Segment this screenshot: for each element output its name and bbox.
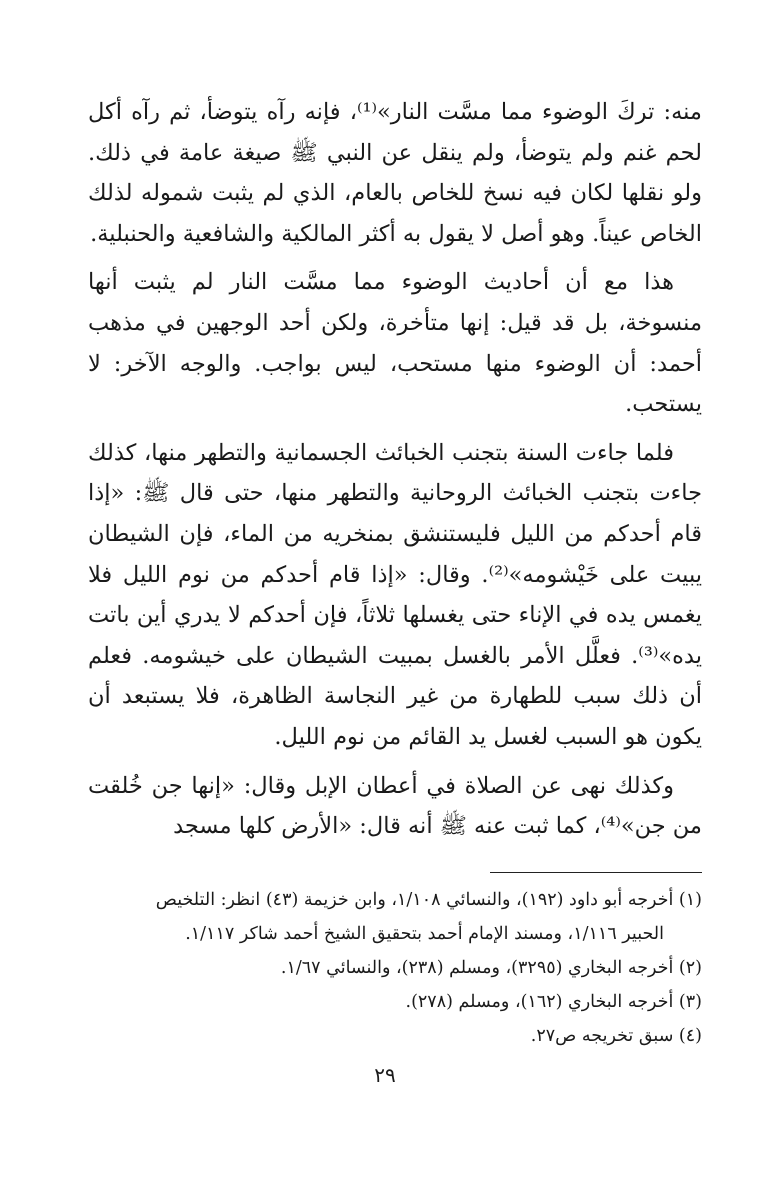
footnote-divider bbox=[490, 872, 702, 873]
footnote-4: (٤) سبق تخريجه ص٢٧. bbox=[530, 1026, 702, 1046]
paragraph-2: هذا مع أن أحاديث الوضوء مما مسَّت النار لم يثبت أنها منسوخة، بل قد قيل: إنها متأخرة، ولكن أحد الوجهين في مذهب أحمد: أن الوضوء منها مستحب، ليس بواجب. والوجه الآخر: لا يستحب. bbox=[88, 269, 702, 418]
paragraph-1: منه: تركَ الوضوء مما مسَّت النار»⁽¹⁾، فإنه رآه يتوضأ، ثم رآه أكل لحم غنم ولم يتوضأ، ولم ينقل عن النبي ﷺ صيغة عامة في ذلك. ولو نقلها لكان فيه نسخ للخاص بالعام، الذي لم يثبت شموله لذلك الخاص عيناً. وهو أصل لا يقول به أكثر المالكية والشافعية والحنبلية. bbox=[88, 99, 702, 247]
footnote-2: (٢) أخرجه البخاري (٣٢٩٥)، ومسلم (٢٣٨)، والنسائي ١/٦٧. bbox=[280, 958, 702, 978]
paragraph-3: فلما جاءت السنة بتجنب الخبائث الجسمانية والتطهر منها، كذلك جاءت بتجنب الخبائث الروحانية والتطهر منها، حتى قال ﷺ: «إذا قام أحدكم من الليل فليستنشق بمنخريه من الماء، فإن الشيطان يبيت على خَيْشومه»⁽²⁾. وقال: «إذا قام أحدكم من نوم الليل فلا يغمس يده في الإناء حتى يغسلها ثلاثاً، فإن أحدكم لا يدري أين باتت يده»⁽³⁾. فعلَّل الأمر بالغسل بمبيت الشيطان على خيشومه. فعلم أن ذلك سبب للطهارة من غير النجاسة الظاهرة، فلا يستبعد أن يكون هو السبب لغسل يد القائم من نوم الليل. bbox=[88, 439, 702, 750]
footnote-1: (١) أخرجه أبو داود (١٩٢)، والنسائي ١/١٠٨، وابن خزيمة (٤٣) انظر: التلخيص bbox=[155, 890, 702, 910]
footnote-1-continuation: الحبير ١/١١٦، ومسند الإمام أحمد بتحقيق الشيخ أحمد شاكر ١/١١٧. bbox=[185, 924, 664, 944]
footnote-3: (٣) أخرجه البخاري (١٦٢)، ومسلم (٢٧٨). bbox=[405, 992, 702, 1012]
paragraph-4: وكذلك نهى عن الصلاة في أعطان الإبل وقال: «إنها جن خُلقت من جن»⁽⁴⁾، كما ثبت عنه ﷺ أنه قال: «الأرض كلها مسجد bbox=[88, 772, 702, 840]
footnotes bbox=[88, 883, 702, 1053]
page-number: ٢٩ bbox=[374, 1063, 396, 1087]
main-text bbox=[88, 92, 702, 847]
